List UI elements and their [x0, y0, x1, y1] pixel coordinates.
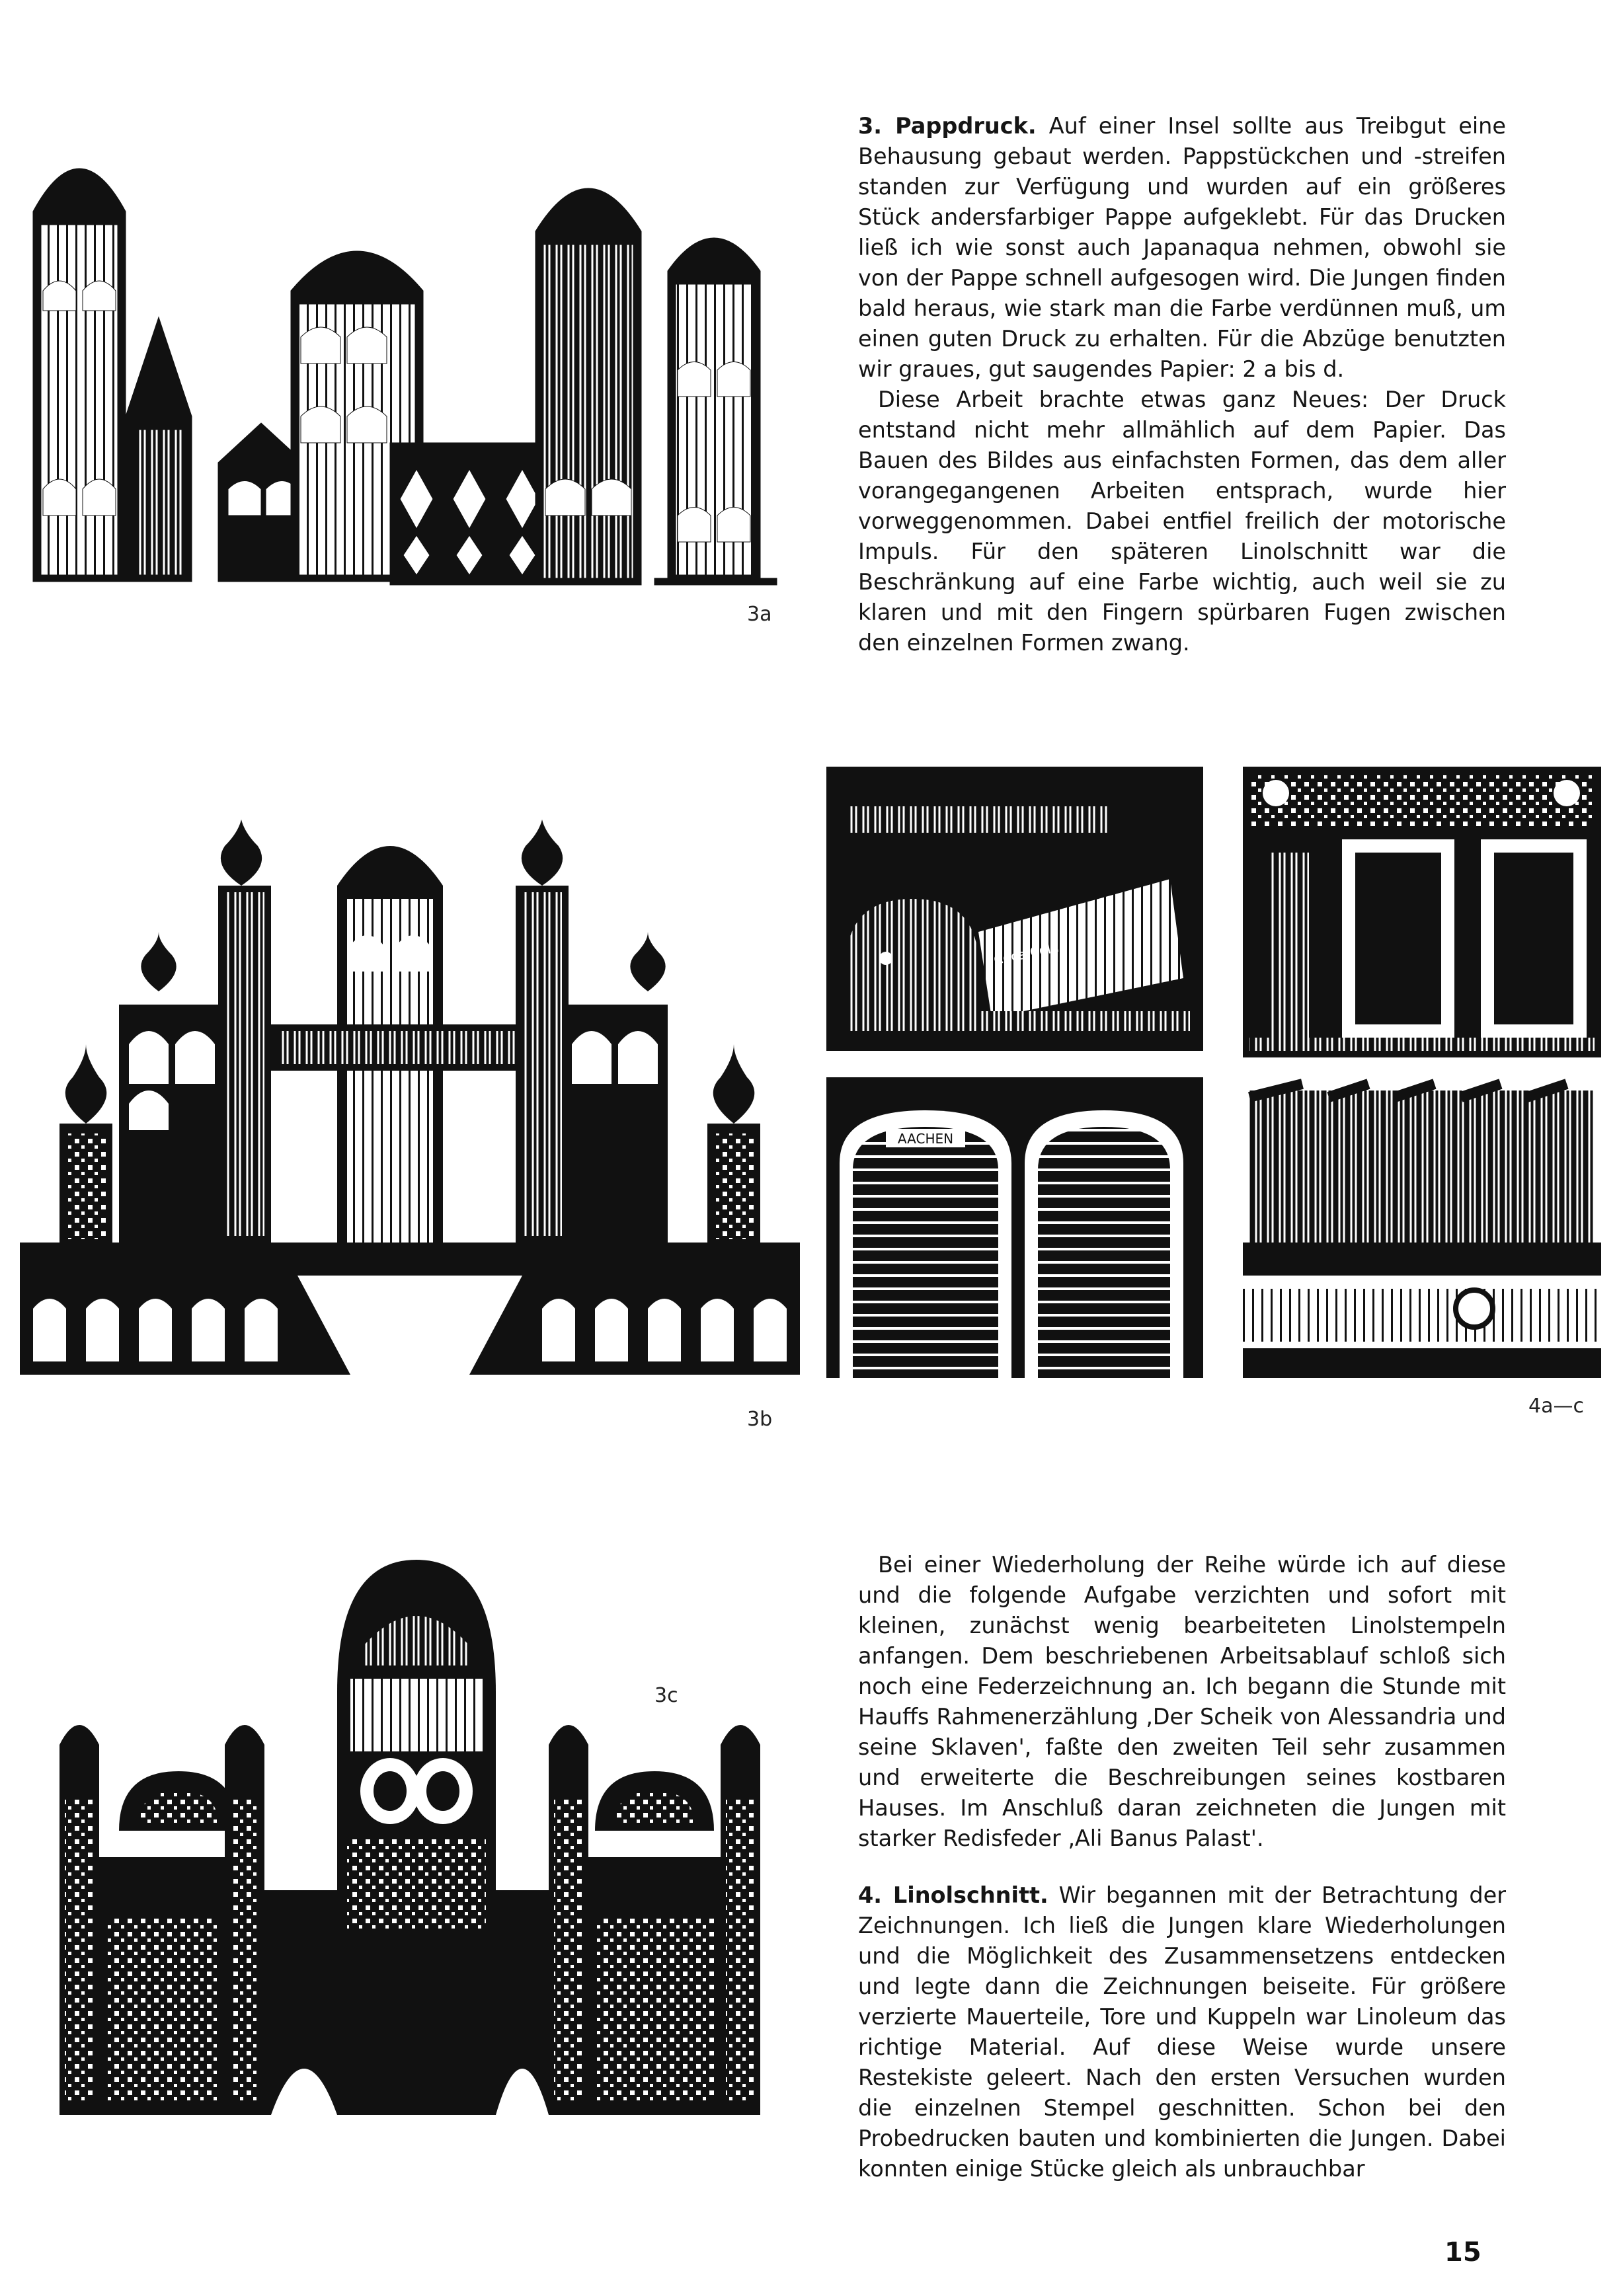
page-number: 15 — [1444, 2237, 1481, 2268]
section-4-paragraph-1: Wir begannen mit der Betrachtung der Zeichnungen. Ich ließ die Jungen klare Wiederholungen und die Möglichkeit des Zusammensetzens entdecken und legte dann die Zeichnungen beiseite. Für größere verzierte Mauerteile, Tore und Kuppeln war Linoleum das richtige Material. Auf diese Weise wurde unsere Restekiste geleert. Nach den ersten Versuchen wurden die einzelnen Stempel geschnitten. Schon bei den Probedrucken bauten und kombinierten die Jungen. Dabei konnten einige Stücke gleich als unbrauchbar — [858, 1882, 1506, 2182]
figure-3c-label: 3c — [654, 1684, 678, 1707]
figure-3b-label: 3b — [747, 1408, 773, 1431]
figure-4c — [826, 1077, 1203, 1378]
figure-4a-sign: Coca Cola — [992, 938, 1060, 968]
figure-4b — [1243, 767, 1601, 1057]
section-3-paragraph-1: Auf einer Insel sollte aus Treibgut eine Behausung gebaut werden. Pappstückchen und -streifen standen zur Verfügung und wurden auf ein größeres Stück andersfarbiger Pappe aufgeklebt. Für das Drucken ließ ich wie sonst auch Japanaqua nehmen, obwohl sie von der Pappe schnell aufgesogen wird. Die Jungen finden bald heraus, wie stark man die Farbe verdünnen muß, um einen guten Druck zu erhalten. Für die Abzüge benutzten wir graues, gut saugendes Papier: 2 a bis d. — [858, 113, 1506, 382]
figure-4 — [826, 767, 1601, 1378]
section-3-heading: 3. Pappdruck. — [858, 113, 1037, 139]
section-3-text — [858, 111, 1506, 658]
lower-text — [858, 1550, 1506, 2184]
figure-3b — [20, 806, 800, 1395]
figure-4c-sign: AACHEN — [897, 1131, 954, 1147]
section-3-paragraph-2: Diese Arbeit brachte etwas ganz Neues: Der Druck entstand nicht mehr allmählich auf dem Papier. Das Bauen des Bildes aus einfachsten Formen, das dem aller vorangegangenen Arbeiten entsprach, wurde hier vorweggenommen. Dabei entfiel freilich der motorische Impuls. Für den späteren Linolschnitt war die Beschränkung auf eine Farbe wichtig, auch weil sie zu klaren und mit den Fingern spürbaren Fugen zwischen den einzelnen Formen zwang. — [858, 387, 1506, 656]
figure-3a-label: 3a — [747, 603, 772, 626]
figure-4a — [826, 767, 1203, 1051]
figure-4-station — [1243, 1084, 1601, 1378]
figure-3c — [20, 1547, 793, 2115]
paragraph-wiederholung: Bei einer Wiederholung der Reihe würde ich auf diese und die folgende Aufgabe verzichten und sofort mit kleinen, zunächst wenig bearbeiteten Linolstempeln anfangen. Dem beschriebenen Arbeitsablauf schloß sich noch eine Federzeichnung an. Ich begann die Stunde mit Hauffs Rahmenerzählung ‚Der Scheik von Alessandria und seine Sklaven', faßte den zweiten Teil sehr zusammen und erweiterte die Beschreibungen seines kostbaren Hauses. Im Anschluß daran zeichneten die Jungen mit starker Redisfeder ‚Ali Banus Palast'. — [858, 1552, 1506, 1851]
section-4-heading: 4. Linolschnitt. — [858, 1882, 1048, 1908]
figure-3a — [20, 119, 787, 611]
figure-4-label: 4a—c — [1528, 1395, 1584, 1418]
